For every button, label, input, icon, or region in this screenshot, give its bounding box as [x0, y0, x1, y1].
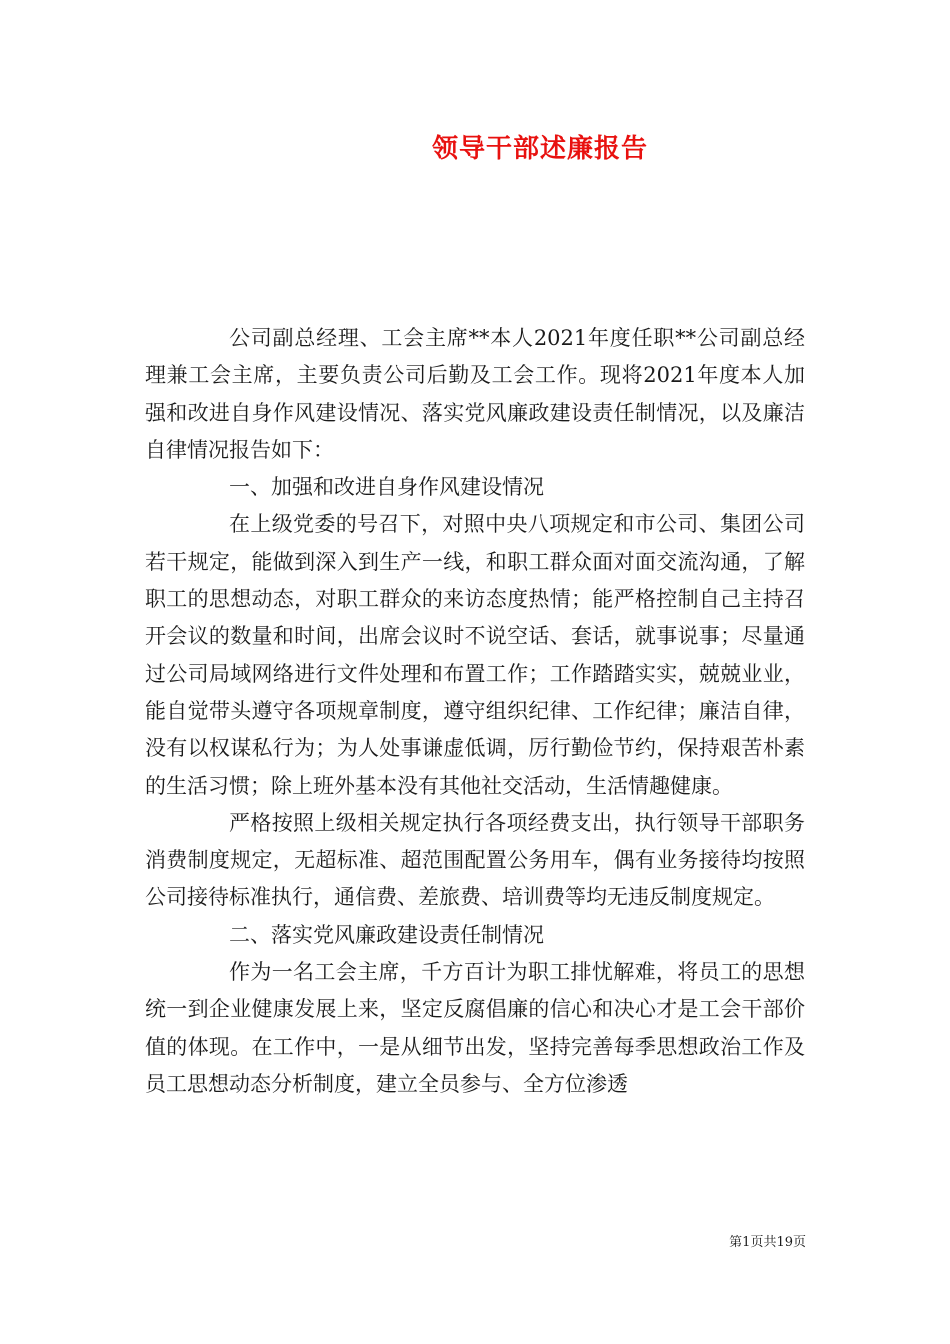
paragraph-intro: 公司副总经理、工会主席**本人2021年度任职**公司副总经理兼工会主席，主要负责公司后勤及工会工作。现将2021年度本人加强和改进自身作风建设情况、落实党风廉政建设责任制情况，以及廉洁自律情况报告如下：: [145, 326, 805, 462]
document-title: 领导干部述廉报告: [431, 134, 648, 164]
paragraph-section1-a: 在上级党委的号召下，对照中央八项规定和市公司、集团公司若干规定，能做到深入到生产一线，和职工群众面对面交流沟通，了解职工的思想动态，对职工群众的来访态度热情；能严格控制自己主持召开会议的数量和时间，出席会议时不说空话、套话，就事说事；尽量通过公司局域网络进行文件处理和布置工作；工作踏踏实实，兢兢业业，能自觉带头遵守各项规章制度，遵守组织纪律、工作纪律；廉洁自律，没有以权谋私行为；为人处事谦虚低调，厉行勤俭节约，保持艰苦朴素的生活习惯；除上班外基本没有其他社交活动，生活情趣健康。: [145, 512, 805, 798]
paragraph-section1-b: 严格按照上级相关规定执行各项经费支出，执行领导干部职务消费制度规定，无超标准、超范围配置公务用车，偶有业务接待均按照公司接待标准执行，通信费、差旅费、培训费等均无违反制度规定。: [145, 810, 805, 910]
section-heading-2: 二、落实党风廉政建设责任制情况: [229, 922, 544, 947]
paragraph-section2-a: 作为一名工会主席，千方百计为职工排忧解难，将员工的思想统一到企业健康发展上来，坚定反腐倡廉的信心和决心才是工会干部价值的体现。在工作中，一是从细节出发，坚持完善每季思想政治工作及员工思想动态分析制度，建立全员参与、全方位渗透: [145, 960, 805, 1096]
page-number: 第1页共19页: [729, 1235, 806, 1250]
document-body: [145, 320, 805, 1103]
section-heading-1: 一、加强和改进自身作风建设情况: [229, 475, 544, 500]
